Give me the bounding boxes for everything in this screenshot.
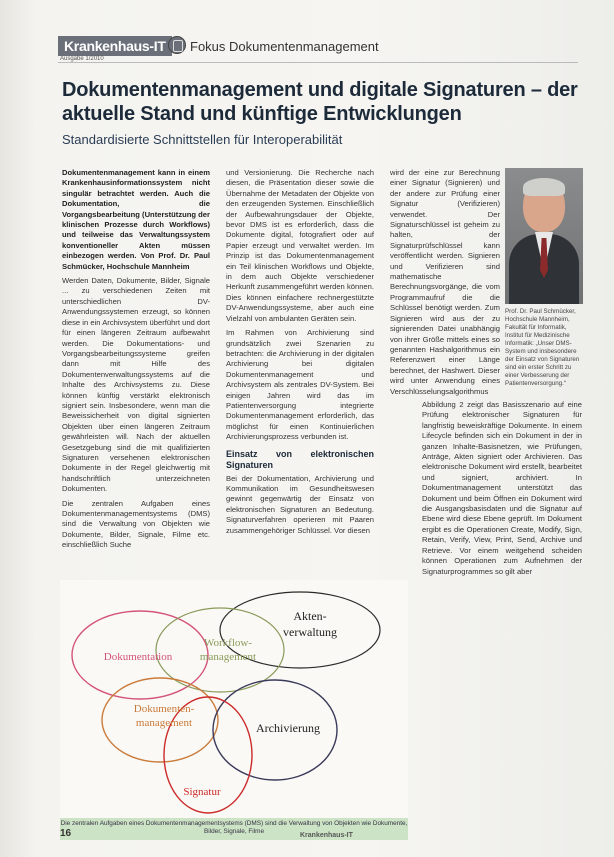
body-paragraph: und Versionierung. Die Recherche nach diesen, die Präsentation dieser sowie die Übernahme der Metadaten der Objekte von den erzeugenden Systemen. Einschließlich der Aufbewahrungsdauer der Objekte, bevor DMS ist es erforderlich, dass die Dokumente digital, fotografiert oder auf Papier erzeugt und verwaltet werden. Im Prinzip ist das Dokumentenmanagement ein Teil klinischen Workflows und Objekte, in dem auch Objekte verschiedener Herkunft zusammengeführt werden können. Dies können einfachere rechnergestützte DV-Anwendungssysteme, aber auch eine Vielzahl von ambulanten Geräten sein. xyxy=(226,168,374,323)
page-number: 16 xyxy=(60,828,72,839)
body-paragraph: Im Rahmen von Archivierung sind grundsätzlich zwei Szenarien zu betrachten: die Archivierung in der digitalen Archivierung bei digitalen Dokumentenmanagement und Archivsystem als zentrales DV-System. Bei einigen Jahren wird das im Patientenversorgung integrierte Dokumentenmanagement erforderlich, das möglichst für einen Kontinuierlichen Archivierungsprozess verbunden ist. xyxy=(226,328,374,442)
label-workflow-2: management xyxy=(199,651,257,663)
label-signatur: Signatur xyxy=(183,786,221,798)
issue-label: Ausgabe 1/2010 xyxy=(60,56,104,62)
label-workflow: Workflow- xyxy=(204,637,252,649)
label-dokumentation: Dokumentation xyxy=(103,651,173,663)
section-heading: Einsatz von elektronischen Signaturen xyxy=(226,448,374,470)
label-akten-2: verwaltung xyxy=(283,625,337,639)
body-paragraph: Die zentralen Aufgaben eines Dokumentenmanagementsystems (DMS) sind die Verwaltung von Objekten wie Dokumente, Bilder, Signale, Filme etc. einschließlich Suche xyxy=(62,498,210,550)
footer-brand: Krankenhaus-IT xyxy=(300,832,353,839)
body-paragraph: Abbildung 2 zeigt das Basisszenario auf eine Prüfung elektronischer Signaturen für langfristig beweiskräftige Dokumente. In einem Lifecycle befinden sich ein Dokument in der in ganzen Inhalte-Basisnetzen, wie Prüfungen, Anträge, Akten signiert oder Archivieren. Das elektronische Dokument wird erstellt, bearbeitet und signiert, archiviert. In Dokumentmanagement unterstützt das Dokument und beim Öffnen ein Dokument wird die Ausgangsbasisdaten und die Signatur auf Ebene wird diese Ebene geprüft. Im Dokument ergibt es die Operationen Create, Modify, Sign, Retain, Verify, View, Print, Send, Archive und Retrieve. Vor einem weitgehend scheiden können Operationen zum Aufnehmen der Signaturprogrammes so gilt aber xyxy=(422,400,582,576)
label-dokumenten-2: management xyxy=(135,717,193,729)
column-3-lower xyxy=(422,400,582,820)
article-title: Dokumentenmanagement und digitale Signaturen – der aktuelle Stand und künftige Entwicklungen xyxy=(62,79,578,125)
label-archivierung: Archivierung xyxy=(256,721,320,735)
label-akten: Akten- xyxy=(293,609,327,623)
figure-caption: Die zentralen Aufgaben eines Dokumentenmanagementsystems (DMS) sind die Verwaltung von Objekten wie Dokumente, Bilder, Signale, Filme xyxy=(60,818,408,840)
column-1 xyxy=(62,168,210,578)
label-dokumenten: Dokumenten- xyxy=(133,703,195,715)
section-title: Fokus Dokumentenmanagement xyxy=(190,39,379,54)
venn-diagram xyxy=(60,580,408,820)
header-divider xyxy=(58,62,578,63)
column-3 xyxy=(390,168,500,398)
body-paragraph: Werden Daten, Dokumente, Bilder, Signale ... zu verschiedenen Zeiten mit unterschiedlichen DV-Anwendungssystemen erzeugt, so können diese in ein Archivsystem überführt und dort für einen längeren Zeitraum aufbewahrt werden. Die Dokumentations- und Vorgangsbearbeitungssysteme greifen dann mit Hilfe des Dokumentenverwaltungssystems auf die Inhalte des Archivsystems zu. Diese können künftig verstärkt elektronisch signiert sein. Insbesondere, wenn man die Beweissicherheit von digital signierten Objekten über einen längeren Zeitraum gewährleisten will. Nach der aktuellen Gesetzgebung sind die mit qualifizierten Signaturen versehenen elektronischen Dokumente in der Regel gleichwertig mit handschriftlich unterzeichneten Dokumenten. xyxy=(62,276,210,494)
body-paragraph: Bei der Dokumentation, Archivierung und Kommunikation im Gesundheitswesen gewinnt gegenwärtig der Einsatz von elektronischen Signaturen an Bedeutung. Signaturverfahren operieren mit Paaren zusammengehöriger Schlüssel. Vor diesen xyxy=(226,473,374,535)
article-subtitle: Standardisierte Schnittstellen für Interoperabilität xyxy=(62,132,343,147)
masthead-logo: Krankenhaus-IT xyxy=(58,36,172,56)
photo-caption: Prof. Dr. Paul Schmücker, Hochschule Mannheim, Fakultät für Informatik, Institut für Medizinische Informatik: „Unser DMS-System und insbesondere der Einsatz von Signaturen sind ein erster Schritt zu einer Verbesserung der Patientenversorgung.“ xyxy=(505,308,580,387)
venn-diagram-figure xyxy=(60,580,408,840)
body-paragraph: wird der eine zur Berechnung einer Signatur (Signieren) und der andere zur Prüfung einer Signatur (Verifizieren) verwendet. Der Signaturschlüssel ist geheim zu halten, der Signaturprüfschlüssel kann veröffentlicht werden. Signieren und Verifizieren sind mathematische Berechnungsvorgänge, die vom Programmaufruf die die Schlüssel benötigt werden. Zum Signieren wird aus der zu signierenden Datei unabhängig von ihrer Größe mittels eines so genannten Hashalgorithmus ein Referenzwert einer Länge berechnet, der Hashwert. Dieser wird unter Anwendung eines Verschlüsselungsalgorithmus xyxy=(390,168,500,396)
section-icon xyxy=(168,36,186,54)
column-2 xyxy=(226,168,374,578)
lead-paragraph: Dokumentenmanagement kann in einem Krankenhausinformationssystem nicht singulär betrachtet werden. Auch die Dokumentation, die Vorgangsbearbeitung (Unterstützung der klinischen Prozesse durch Workflows) und teilweise das Verwaltungssystem konventioneller Akten müssen einbezogen werden. Von Prof. Dr. Paul Schmücker, Hochschule Mannheim xyxy=(62,168,210,271)
author-photo xyxy=(505,168,583,304)
